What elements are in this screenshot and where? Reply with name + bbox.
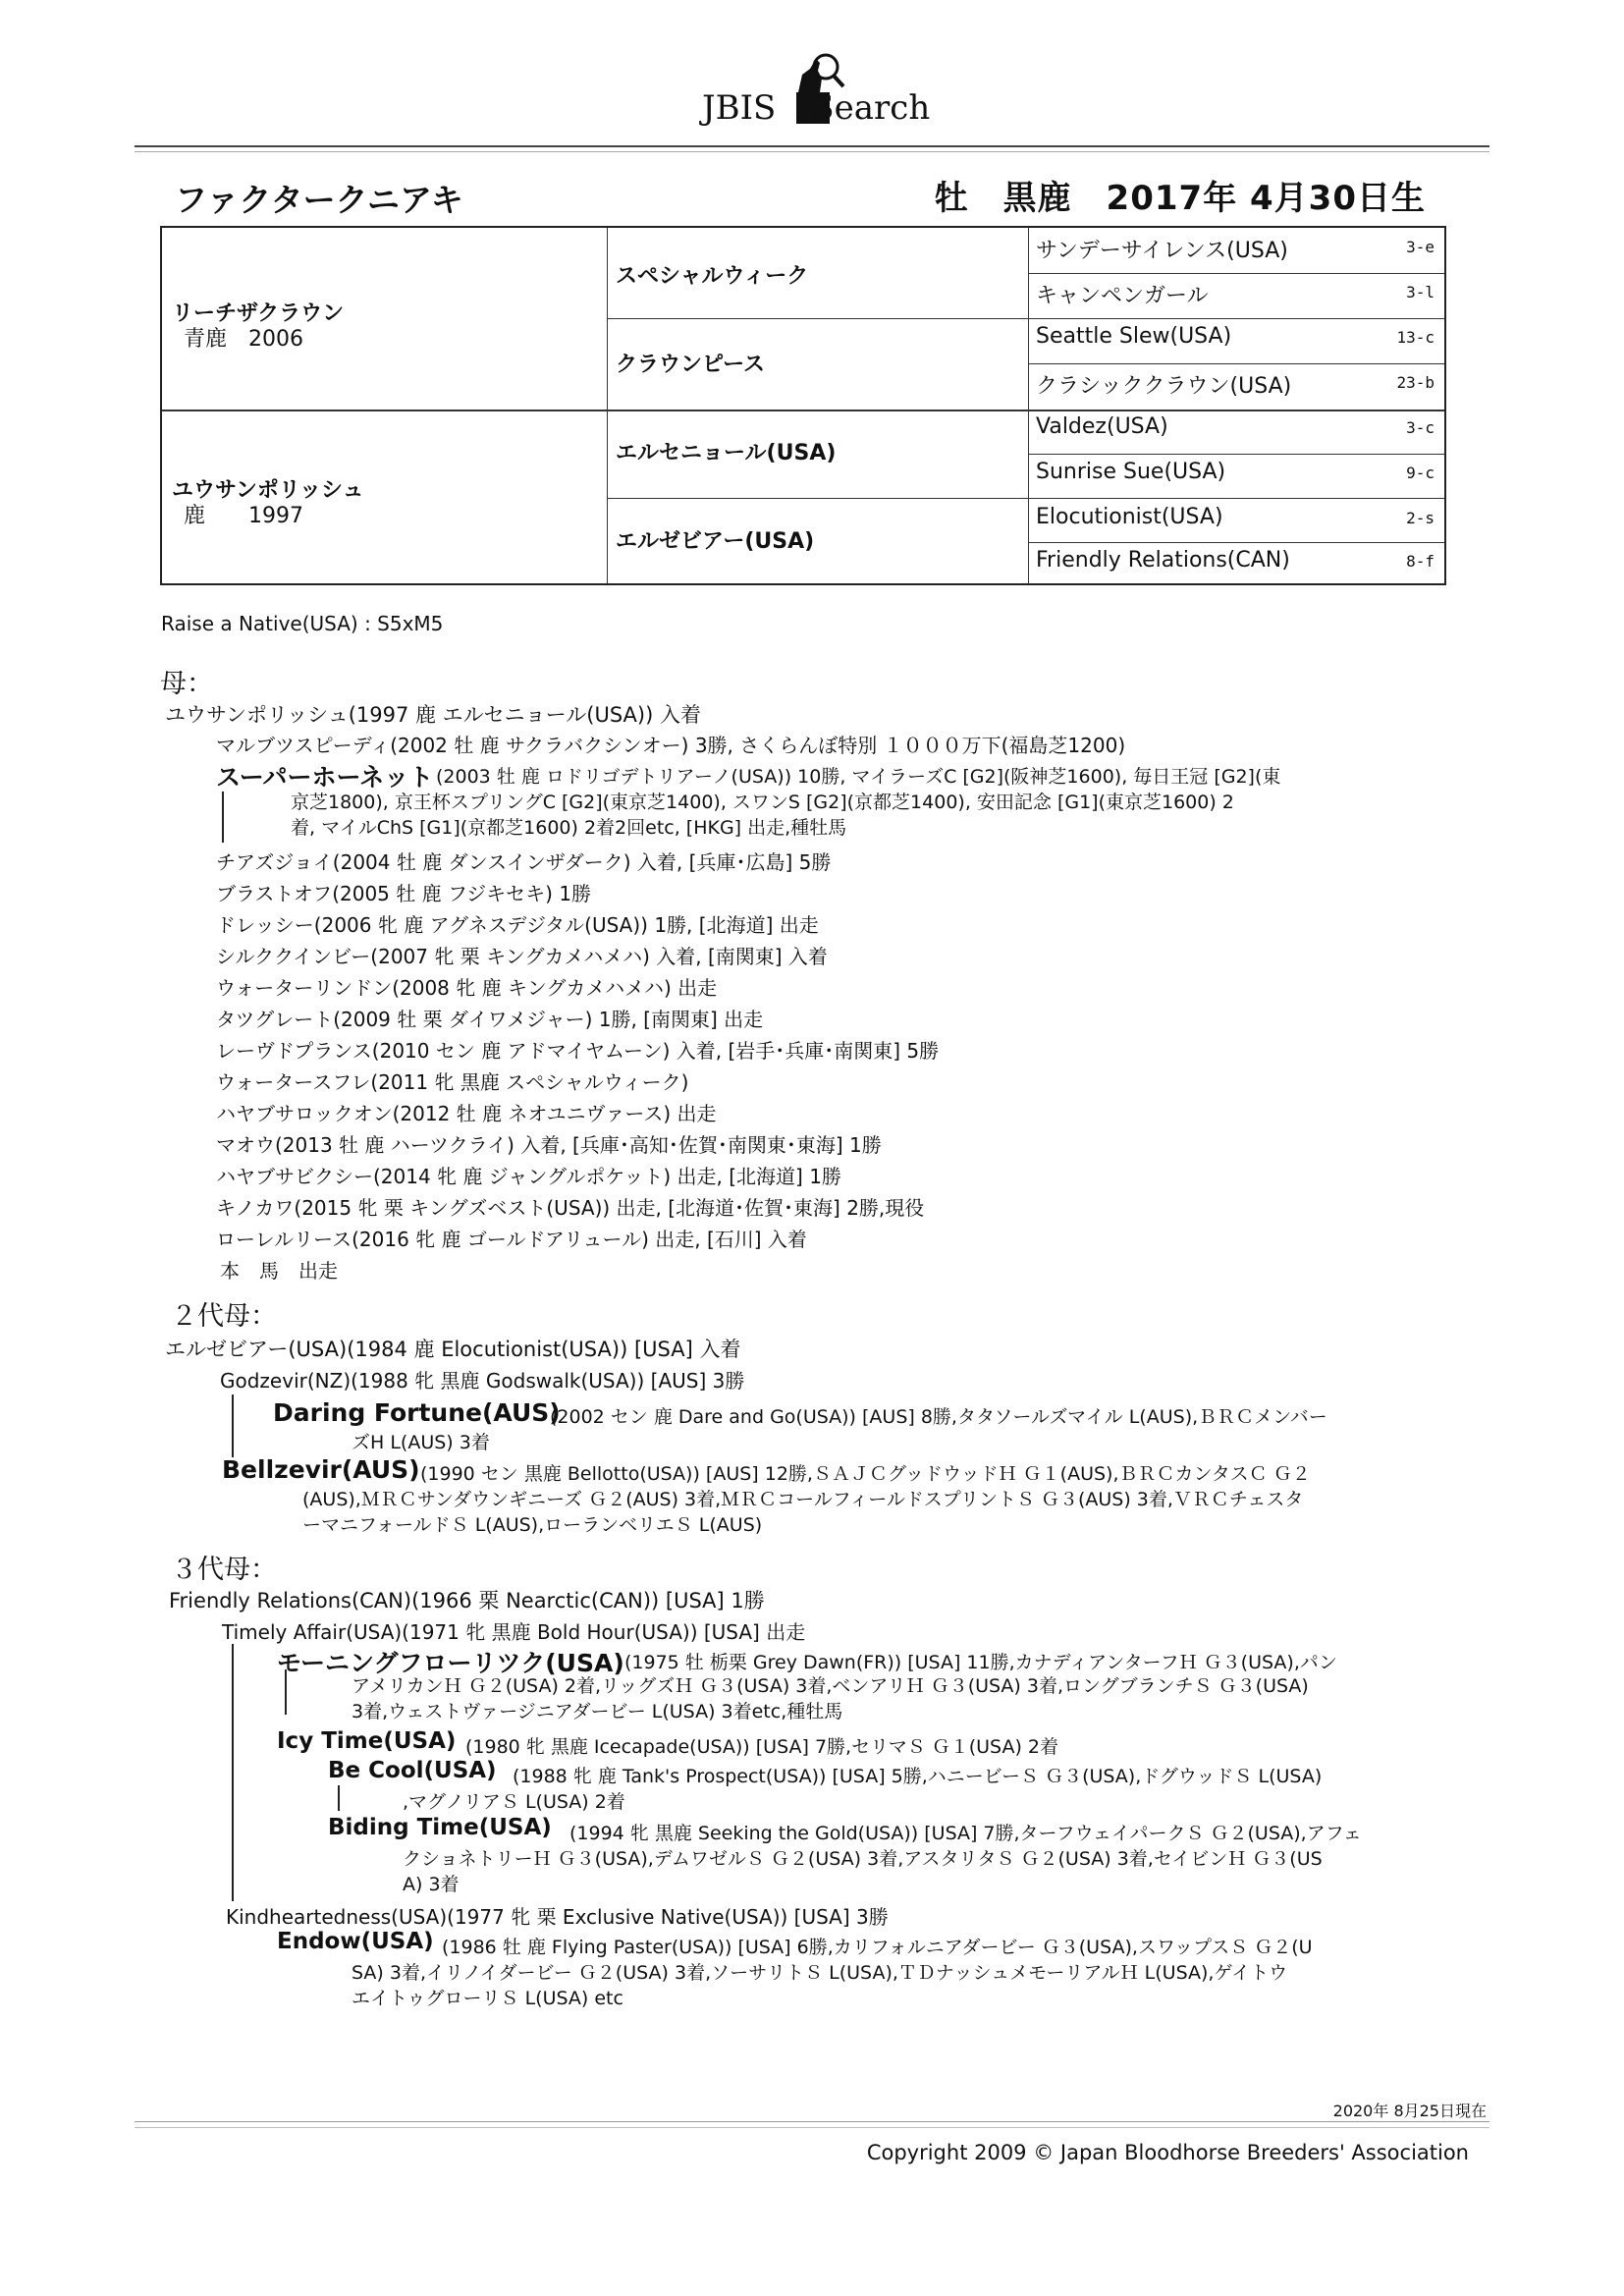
pedigree-divider xyxy=(1028,542,1444,543)
dam-line: 本 馬 出走 xyxy=(220,1259,338,1283)
pedigree-g3: キャンペンガール xyxy=(1036,284,1209,308)
header-rule-thin xyxy=(135,151,1489,152)
g3dam-line: 3着,ウェストヴァージニアダービー L(USA) 3着etc,種牡馬 xyxy=(352,1701,843,1722)
dam-line: シルククインビー(2007 牝 栗 キングカメハメハ) 入着, [南関東] 入着 xyxy=(216,945,828,968)
notable-offspring: Be Cool(USA) xyxy=(328,1758,497,1783)
offspring-bracket xyxy=(232,1394,234,1457)
footer-rule xyxy=(135,2121,1489,2122)
dam-line: キノカワ(2015 牝 栗 キングズベスト(USA)) 出走, [北海道･佐賀･東海] 2勝,現役 xyxy=(216,1196,925,1220)
g3dam-line: A) 3着 xyxy=(403,1874,460,1895)
g2dam-line: ーマニフォールドＳ L(AUS),ローランベリエＳ L(AUS) xyxy=(302,1514,763,1536)
family-number: 23-b xyxy=(1396,373,1435,392)
g2dam-line: (AUS),ＭＲＣサンダウンギニーズ Ｇ２(AUS) 3着,ＭＲＣコールフィールドスプリントＳ Ｇ３(AUS) 3着,ＶＲＣチェスタ xyxy=(302,1489,1304,1510)
g3dam-line: (1988 牝 鹿 Tank's Prospect(USA)) [USA] 5勝,ハニービーＳ Ｇ３(USA),ドグウッドＳ L(USA) xyxy=(513,1766,1323,1787)
pedigree-g3: Friendly Relations(CAN) xyxy=(1036,548,1290,573)
dam-line: ドレッシー(2006 牝 鹿 アグネスデジタル(USA)) 1勝, [北海道] 出走 xyxy=(216,913,819,937)
pedigree-g3: クラシッククラウン(USA) xyxy=(1036,374,1292,399)
offspring-bracket xyxy=(338,1785,340,1811)
pedigree-g3: Seattle Slew(USA) xyxy=(1036,324,1232,349)
pedigree-divider xyxy=(1028,228,1029,583)
g2dam-line: ズH L(AUS) 3着 xyxy=(352,1432,490,1453)
dam-line: 着, マイルChS [G1](京都芝1600) 2着2回etc, [HKG] 出走,種牡馬 xyxy=(291,817,847,839)
dam-line: ウォーターリンドン(2008 牝 鹿 キングカメハメハ) 出走 xyxy=(216,976,718,1000)
pedigree-divider xyxy=(607,318,1444,319)
dam-line: (2003 牡 鹿 ロドリゴデトリアーノ(USA)) 10勝, マイラーズC [G2](阪神芝1600), 毎日王冠 [G2](東 xyxy=(436,766,1281,788)
pedigree-g2: エルセニョール(USA) xyxy=(616,441,837,465)
family-number: 3-c xyxy=(1406,418,1435,437)
inbreeding-note: Raise a Native(USA) : S5xM5 xyxy=(161,612,444,635)
header-rule xyxy=(135,145,1489,147)
g3dam-line: SA) 3着,イリノイダービー Ｇ２(USA) 3着,ソーサリトＳ L(USA),ＴＤナッシュメモーリアルＨ L(USA),ゲイトウ xyxy=(352,1962,1288,1984)
logo-text-right: Search xyxy=(811,88,931,128)
dam-name: ユウサンポリッシュ xyxy=(172,478,364,503)
pedigree-divider xyxy=(162,410,1444,411)
g3dam-line: Timely Affair(USA)(1971 牝 黒鹿 Bold Hour(USA)) [USA] 出走 xyxy=(222,1620,806,1644)
g3dam-line: エイトゥグローリＳ L(USA) etc xyxy=(352,1988,623,2009)
pedigree-g3: Valdez(USA) xyxy=(1036,414,1168,439)
dam-line: ユウサンポリッシュ(1997 鹿 エルセニョール(USA)) 入着 xyxy=(165,703,701,727)
section-dam: 母： xyxy=(160,669,213,699)
dam-line: マルブツスピーディ(2002 牡 鹿 サクラバクシンオー) 3勝, さくらんぼ特別 １０００万下(福島芝1200) xyxy=(216,734,1126,757)
pedigree-divider xyxy=(1028,454,1444,455)
dam-line: ハヤブサロックオン(2012 牡 鹿 ネオユニヴァース) 出走 xyxy=(216,1102,717,1125)
horse-name: ファクタークニアキ xyxy=(175,181,463,219)
g3dam-line: ,マグノリアＳ L(USA) 2着 xyxy=(403,1791,625,1813)
sire-detail: 青鹿 2006 xyxy=(184,327,303,352)
section-2nd-dam: ２代母： xyxy=(171,1301,277,1332)
copyright: Copyright 2009 © Japan Bloodhorse Breeders' Association xyxy=(866,2141,1469,2164)
family-number: 2-s xyxy=(1406,509,1435,527)
horse-info: 牡 黒鹿 2017年 4月30日生 xyxy=(934,179,1426,218)
dam-line: ハヤブサビクシー(2014 牝 鹿 ジャングルポケット) 出走, [北海道] 1勝 xyxy=(216,1165,841,1188)
dam-line: ブラストオフ(2005 牡 鹿 フジキセキ) 1勝 xyxy=(216,882,592,905)
dam-line: ローレルリース(2016 牝 鹿 ゴールドアリュール) 出走, [石川] 入着 xyxy=(216,1228,807,1251)
footer-rule-thin xyxy=(135,2127,1489,2128)
notable-offspring: Daring Fortune(AUS) xyxy=(273,1398,561,1427)
g3dam-line: Friendly Relations(CAN)(1966 栗 Nearctic(CAN)) [USA] 1勝 xyxy=(169,1589,765,1613)
g3dam-line: クショネトリーＨ Ｇ３(USA),デムワゼルＳ Ｇ２(USA) 3着,アスタリタＳ Ｇ２(USA) 3着,セイビンＨ Ｇ３(US xyxy=(403,1848,1323,1870)
pedigree-g2: クラウンピース xyxy=(616,353,766,377)
pedigree-g2: スペシャルウィーク xyxy=(616,264,809,289)
pedigree-g2: エルゼビアー(USA) xyxy=(616,529,815,554)
notable-offspring: Biding Time(USA) xyxy=(328,1815,552,1840)
dam-line: タツグレート(2009 牡 栗 ダイワメジャー) 1勝, [南関東] 出走 xyxy=(216,1008,764,1031)
sire-name: リーチザクラウン xyxy=(172,301,345,326)
notable-offspring: スーパーホーネット xyxy=(216,763,434,792)
family-number: 8-f xyxy=(1406,552,1435,571)
g2dam-line: エルゼビアー(USA)(1984 鹿 Elocutionist(USA)) [USA] 入着 xyxy=(165,1338,741,1361)
pedigree-g3: サンデーサイレンス(USA) xyxy=(1036,239,1288,263)
dam-line: マオウ(2013 牡 鹿 ハーツクライ) 入着, [兵庫･高知･佐賀･南関東･東海] 1勝 xyxy=(216,1133,882,1157)
g3dam-line: (1994 牝 黒鹿 Seeking the Gold(USA)) [USA] 7勝,ターフウェイパークＳ Ｇ２(USA),アフェ xyxy=(569,1823,1362,1844)
dam-line: レーヴドプランス(2010 セン 鹿 アドマイヤムーン) 入着, [岩手･兵庫･南関東] 5勝 xyxy=(216,1039,940,1063)
notable-offspring: モーニングフローリツク(USA) xyxy=(277,1649,624,1677)
pedigree-g3: Elocutionist(USA) xyxy=(1036,505,1223,529)
pedigree-table xyxy=(160,226,1446,585)
dam-line: チアズジョイ(2004 牡 鹿 ダンスインザダーク) 入着, [兵庫･広島] 5勝 xyxy=(216,850,832,874)
pedigree-divider xyxy=(607,498,1444,499)
section-3rd-dam: ３代母： xyxy=(171,1555,277,1585)
g3dam-line: アメリカンＨ Ｇ２(USA) 2着,リッグズＨ Ｇ３(USA) 3着,ベンアリＨ Ｇ３(USA) 3着,ロングブランチＳ Ｇ３(USA) xyxy=(352,1675,1309,1697)
family-number: 9-c xyxy=(1406,464,1435,482)
g2dam-line: (1990 セン 黒鹿 Bellotto(USA)) [AUS] 12勝,ＳＡＪＣグッドウッドＨ Ｇ１(AUS),ＢＲＣカンタスＣ Ｇ２ xyxy=(420,1463,1311,1485)
logo-text-left: JBIS xyxy=(702,88,777,128)
g3dam-line: Kindheartedness(USA)(1977 牝 栗 Exclusive Native(USA)) [USA] 3勝 xyxy=(226,1905,889,1929)
pedigree-g3: Sunrise Sue(USA) xyxy=(1036,460,1226,484)
family-number: 13-c xyxy=(1396,328,1435,347)
dam-line: 京芝1800), 京王杯スプリングC [G2](東京芝1400), スワンS [G2](京都芝1400), 安田記念 [G1](東京芝1600) 2 xyxy=(291,792,1234,813)
g3dam-line: (1975 牡 栃栗 Grey Dawn(FR)) [USA] 11勝,カナディアンターフＨ Ｇ３(USA),パン xyxy=(624,1652,1337,1673)
jbis-search-logo xyxy=(702,49,938,137)
family-number: 3-e xyxy=(1406,238,1435,256)
as-of-date: 2020年 8月25日現在 xyxy=(1332,2102,1487,2120)
pedigree-divider xyxy=(1028,363,1444,364)
family-number: 3-l xyxy=(1406,283,1435,301)
dam-line: ウォータースフレ(2011 牝 黒鹿 スペシャルウィーク) xyxy=(216,1070,689,1094)
pedigree-divider xyxy=(607,228,608,583)
g3dam-line: (1980 牝 黒鹿 Icecapade(USA)) [USA] 7勝,セリマＳ Ｇ１(USA) 2着 xyxy=(465,1736,1059,1758)
g2dam-line: (2002 セン 鹿 Dare and Go(USA)) [AUS] 8勝,タタソールズマイル L(AUS),ＢＲＣメンバー xyxy=(550,1406,1327,1428)
offspring-bracket xyxy=(222,792,224,843)
notable-offspring: Endow(USA) xyxy=(277,1929,434,1954)
pedigree-divider xyxy=(1028,273,1444,274)
lineage-bracket xyxy=(232,1644,234,1901)
notable-offspring: Bellzevir(AUS) xyxy=(222,1455,420,1484)
g3dam-line: (1986 牡 鹿 Flying Paster(USA)) [USA] 6勝,カリフォルニアダービー Ｇ３(USA),スワップスＳ Ｇ２(U xyxy=(442,1937,1313,1958)
dam-detail: 鹿 1997 xyxy=(184,504,303,528)
g2dam-line: Godzevir(NZ)(1988 牝 黒鹿 Godswalk(USA)) [AUS] 3勝 xyxy=(220,1369,745,1393)
notable-offspring: Icy Time(USA) xyxy=(277,1728,457,1754)
